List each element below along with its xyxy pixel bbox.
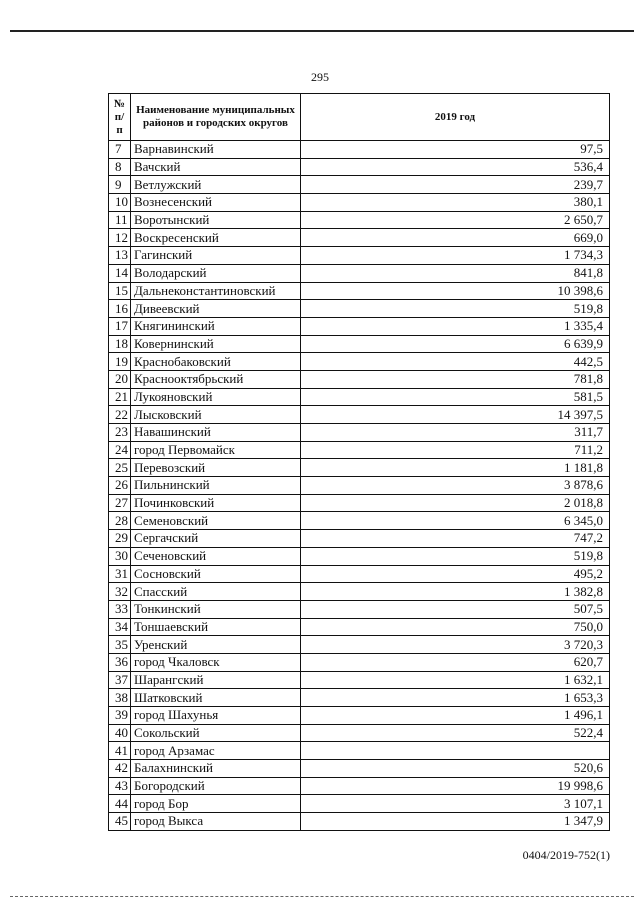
row-municipality-name: Воскресенский <box>131 229 301 247</box>
table-row <box>109 707 610 725</box>
row-number: 33 <box>109 600 131 618</box>
table-row <box>109 229 610 247</box>
row-municipality-name: Вачский <box>131 158 301 176</box>
table-row <box>109 724 610 742</box>
row-municipality-name: Воротынский <box>131 211 301 229</box>
row-value-2019: 519,8 <box>301 300 610 318</box>
row-value-2019: 1 382,8 <box>301 583 610 601</box>
row-number: 10 <box>109 194 131 212</box>
row-number: 28 <box>109 512 131 530</box>
table-row <box>109 424 610 442</box>
row-value-2019: 2 018,8 <box>301 494 610 512</box>
row-municipality-name: Навашинский <box>131 424 301 442</box>
table-row <box>109 653 610 671</box>
row-municipality-name: Дивеевский <box>131 300 301 318</box>
row-value-2019: 3 878,6 <box>301 477 610 495</box>
row-number: 8 <box>109 158 131 176</box>
row-number: 13 <box>109 247 131 265</box>
row-value-2019: 10 398,6 <box>301 282 610 300</box>
row-value-2019: 519,8 <box>301 547 610 565</box>
row-value-2019: 1 347,9 <box>301 813 610 831</box>
table-row <box>109 583 610 601</box>
table-row <box>109 636 610 654</box>
row-value-2019: 1 496,1 <box>301 707 610 725</box>
row-number: 44 <box>109 795 131 813</box>
table-row <box>109 547 610 565</box>
row-municipality-name: Лукояновский <box>131 388 301 406</box>
table-row <box>109 760 610 778</box>
top-border-line <box>10 30 634 32</box>
row-municipality-name: город Чкаловск <box>131 653 301 671</box>
row-value-2019: 750,0 <box>301 618 610 636</box>
page-number: 295 <box>311 70 329 84</box>
row-municipality-name: город Первомайск <box>131 441 301 459</box>
row-number: 40 <box>109 724 131 742</box>
municipal-data-table <box>108 93 610 831</box>
row-number: 31 <box>109 565 131 583</box>
row-number: 18 <box>109 335 131 353</box>
row-municipality-name: Дальнеконстантиновский <box>131 282 301 300</box>
row-value-2019: 1 181,8 <box>301 459 610 477</box>
header-year-2019: 2019 год <box>301 94 610 141</box>
row-value-2019: 2 650,7 <box>301 211 610 229</box>
row-municipality-name: Починковский <box>131 494 301 512</box>
row-number: 19 <box>109 353 131 371</box>
row-municipality-name: Ветлужский <box>131 176 301 194</box>
row-municipality-name: Краснооктябрьский <box>131 370 301 388</box>
row-number: 12 <box>109 229 131 247</box>
row-number: 38 <box>109 689 131 707</box>
row-value-2019: 620,7 <box>301 653 610 671</box>
row-value-2019: 781,8 <box>301 370 610 388</box>
row-municipality-name: Спасский <box>131 583 301 601</box>
row-value-2019: 6 639,9 <box>301 335 610 353</box>
table-row <box>109 742 610 760</box>
row-municipality-name: город Бор <box>131 795 301 813</box>
table-row <box>109 282 610 300</box>
row-municipality-name: Пильнинский <box>131 477 301 495</box>
row-value-2019: 495,2 <box>301 565 610 583</box>
table-row <box>109 300 610 318</box>
table-row <box>109 477 610 495</box>
row-number: 32 <box>109 583 131 601</box>
row-value-2019: 14 397,5 <box>301 406 610 424</box>
table-row <box>109 512 610 530</box>
table-row <box>109 600 610 618</box>
row-number: 15 <box>109 282 131 300</box>
row-number: 7 <box>109 141 131 159</box>
row-number: 39 <box>109 707 131 725</box>
table-row <box>109 158 610 176</box>
row-value-2019: 311,7 <box>301 424 610 442</box>
row-number: 21 <box>109 388 131 406</box>
row-number: 41 <box>109 742 131 760</box>
row-number: 24 <box>109 441 131 459</box>
row-value-2019: 1 653,3 <box>301 689 610 707</box>
table-row <box>109 459 610 477</box>
table-row <box>109 565 610 583</box>
row-municipality-name: Богородский <box>131 777 301 795</box>
row-municipality-name: Семеновский <box>131 512 301 530</box>
row-value-2019: 1 335,4 <box>301 317 610 335</box>
row-municipality-name: Сокольский <box>131 724 301 742</box>
row-municipality-name: Уренский <box>131 636 301 654</box>
row-value-2019 <box>301 742 610 760</box>
row-number: 43 <box>109 777 131 795</box>
row-value-2019: 97,5 <box>301 141 610 159</box>
document-code: 0404/2019-752(1) <box>522 848 610 862</box>
table-row <box>109 353 610 371</box>
table-row <box>109 194 610 212</box>
row-municipality-name: Ковернинский <box>131 335 301 353</box>
row-number: 37 <box>109 671 131 689</box>
table-row <box>109 211 610 229</box>
row-municipality-name: город Выкса <box>131 813 301 831</box>
row-number: 26 <box>109 477 131 495</box>
row-number: 25 <box>109 459 131 477</box>
row-number: 42 <box>109 760 131 778</box>
row-municipality-name: Володарский <box>131 264 301 282</box>
table-row <box>109 247 610 265</box>
row-number: 35 <box>109 636 131 654</box>
row-number: 9 <box>109 176 131 194</box>
table-row <box>109 406 610 424</box>
row-municipality-name: Лысковский <box>131 406 301 424</box>
row-municipality-name: Тоншаевский <box>131 618 301 636</box>
table-header-row <box>109 94 610 141</box>
row-number: 23 <box>109 424 131 442</box>
row-value-2019: 669,0 <box>301 229 610 247</box>
row-number: 16 <box>109 300 131 318</box>
table-body <box>109 141 610 831</box>
table-row <box>109 176 610 194</box>
row-number: 36 <box>109 653 131 671</box>
row-municipality-name: Перевозский <box>131 459 301 477</box>
row-value-2019: 6 345,0 <box>301 512 610 530</box>
row-municipality-name: Вознесенский <box>131 194 301 212</box>
table-row <box>109 813 610 831</box>
bottom-border-line <box>10 896 634 897</box>
row-municipality-name: город Шахунья <box>131 707 301 725</box>
row-municipality-name: Княгининский <box>131 317 301 335</box>
table-row <box>109 689 610 707</box>
row-value-2019: 239,7 <box>301 176 610 194</box>
row-municipality-name: Тонкинский <box>131 600 301 618</box>
row-value-2019: 19 998,6 <box>301 777 610 795</box>
row-number: 30 <box>109 547 131 565</box>
row-number: 45 <box>109 813 131 831</box>
row-number: 34 <box>109 618 131 636</box>
row-number: 14 <box>109 264 131 282</box>
row-value-2019: 1 734,3 <box>301 247 610 265</box>
header-municipality-name: Наименование муниципальных районов и городских округов <box>131 94 301 141</box>
row-municipality-name: Сеченовский <box>131 547 301 565</box>
row-number: 29 <box>109 530 131 548</box>
row-municipality-name: Варнавинский <box>131 141 301 159</box>
table-row <box>109 795 610 813</box>
row-municipality-name: Шарангский <box>131 671 301 689</box>
header-number: № п/п <box>109 94 131 141</box>
row-value-2019: 442,5 <box>301 353 610 371</box>
row-municipality-name: Сергачский <box>131 530 301 548</box>
row-value-2019: 536,4 <box>301 158 610 176</box>
row-value-2019: 3 720,3 <box>301 636 610 654</box>
row-number: 17 <box>109 317 131 335</box>
row-municipality-name: Гагинский <box>131 247 301 265</box>
row-value-2019: 711,2 <box>301 441 610 459</box>
row-municipality-name: город Арзамас <box>131 742 301 760</box>
table-row <box>109 264 610 282</box>
row-value-2019: 3 107,1 <box>301 795 610 813</box>
row-value-2019: 747,2 <box>301 530 610 548</box>
table-row <box>109 671 610 689</box>
row-value-2019: 841,8 <box>301 264 610 282</box>
row-municipality-name: Шатковский <box>131 689 301 707</box>
row-value-2019: 507,5 <box>301 600 610 618</box>
table-row <box>109 777 610 795</box>
table-row <box>109 441 610 459</box>
table-row <box>109 141 610 159</box>
row-number: 27 <box>109 494 131 512</box>
row-number: 22 <box>109 406 131 424</box>
table-row <box>109 494 610 512</box>
row-value-2019: 581,5 <box>301 388 610 406</box>
table-row <box>109 618 610 636</box>
table-row <box>109 388 610 406</box>
row-municipality-name: Балахнинский <box>131 760 301 778</box>
table-row <box>109 370 610 388</box>
row-value-2019: 380,1 <box>301 194 610 212</box>
row-number: 20 <box>109 370 131 388</box>
row-value-2019: 522,4 <box>301 724 610 742</box>
row-value-2019: 520,6 <box>301 760 610 778</box>
table-row <box>109 530 610 548</box>
row-municipality-name: Сосновский <box>131 565 301 583</box>
row-value-2019: 1 632,1 <box>301 671 610 689</box>
row-number: 11 <box>109 211 131 229</box>
table-row <box>109 317 610 335</box>
row-municipality-name: Краснобаковский <box>131 353 301 371</box>
table-row <box>109 335 610 353</box>
